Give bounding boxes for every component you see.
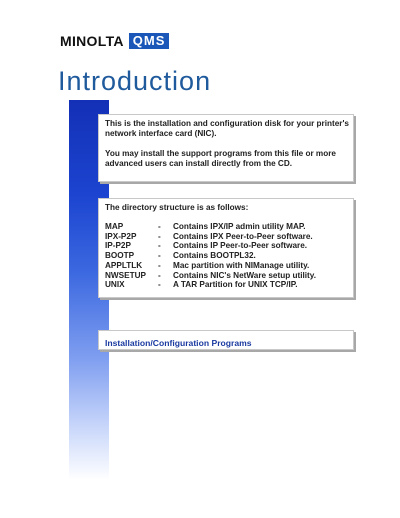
dir-name: APPLTLK (105, 260, 143, 270)
dir-name: BOOTP (105, 251, 135, 261)
intro-paragraph-2: You may install the support programs from this file or more advanced users can install directly from the CD. (105, 149, 336, 168)
directory-row-ipx-p2p (105, 232, 353, 242)
intro-paragraph-1: This is the installation and configuration disk for your printer's network interface card (NIC). (105, 119, 349, 138)
page-title: Introduction (58, 66, 212, 96)
directory-row-map (105, 222, 353, 232)
dir-desc: Contains IPX Peer-to-Peer software. (173, 231, 313, 241)
dir-name: IPX-P2P (105, 231, 137, 241)
dir-desc: Contains BOOTPL32. (173, 251, 256, 261)
dir-desc: Contains NIC's NetWare setup utility. (173, 270, 316, 280)
intro-box (98, 114, 354, 182)
dir-sep: - (158, 270, 161, 280)
dir-name: NWSETUP (105, 270, 146, 280)
logo-minolta-text: MINOLTA (60, 33, 124, 49)
dir-name: IP-P2P (105, 241, 131, 251)
dir-desc: Mac partition with NIManage utility. (173, 260, 310, 270)
dir-sep: - (158, 241, 161, 251)
dir-sep: - (158, 260, 161, 270)
minolta-qms-logo (60, 32, 169, 50)
directory-row-nwsetup (105, 271, 353, 281)
directory-box (98, 198, 354, 298)
directory-heading: The directory structure is as follows: (105, 203, 249, 212)
dir-desc: A TAR Partition for UNIX TCP/IP. (173, 280, 298, 290)
dir-sep: - (158, 231, 161, 241)
directory-row-bootp (105, 251, 353, 261)
dir-name: MAP (105, 222, 124, 231)
installation-link-box[interactable] (98, 330, 354, 350)
dir-desc: Contains IP Peer-to-Peer software. (173, 241, 308, 251)
dir-desc: Contains IPX/IP admin utility MAP. (173, 222, 306, 231)
logo-qms-text: QMS (129, 33, 170, 49)
dir-sep: - (158, 222, 161, 231)
installation-configuration-programs-link[interactable]: Installation/Configuration Programs (105, 338, 252, 348)
directory-row-appltlk (105, 261, 353, 271)
directory-row-unix (105, 280, 353, 290)
directory-row-ip-p2p (105, 241, 353, 251)
dir-sep: - (158, 280, 161, 290)
dir-sep: - (158, 251, 161, 261)
dir-name: UNIX (105, 280, 125, 290)
